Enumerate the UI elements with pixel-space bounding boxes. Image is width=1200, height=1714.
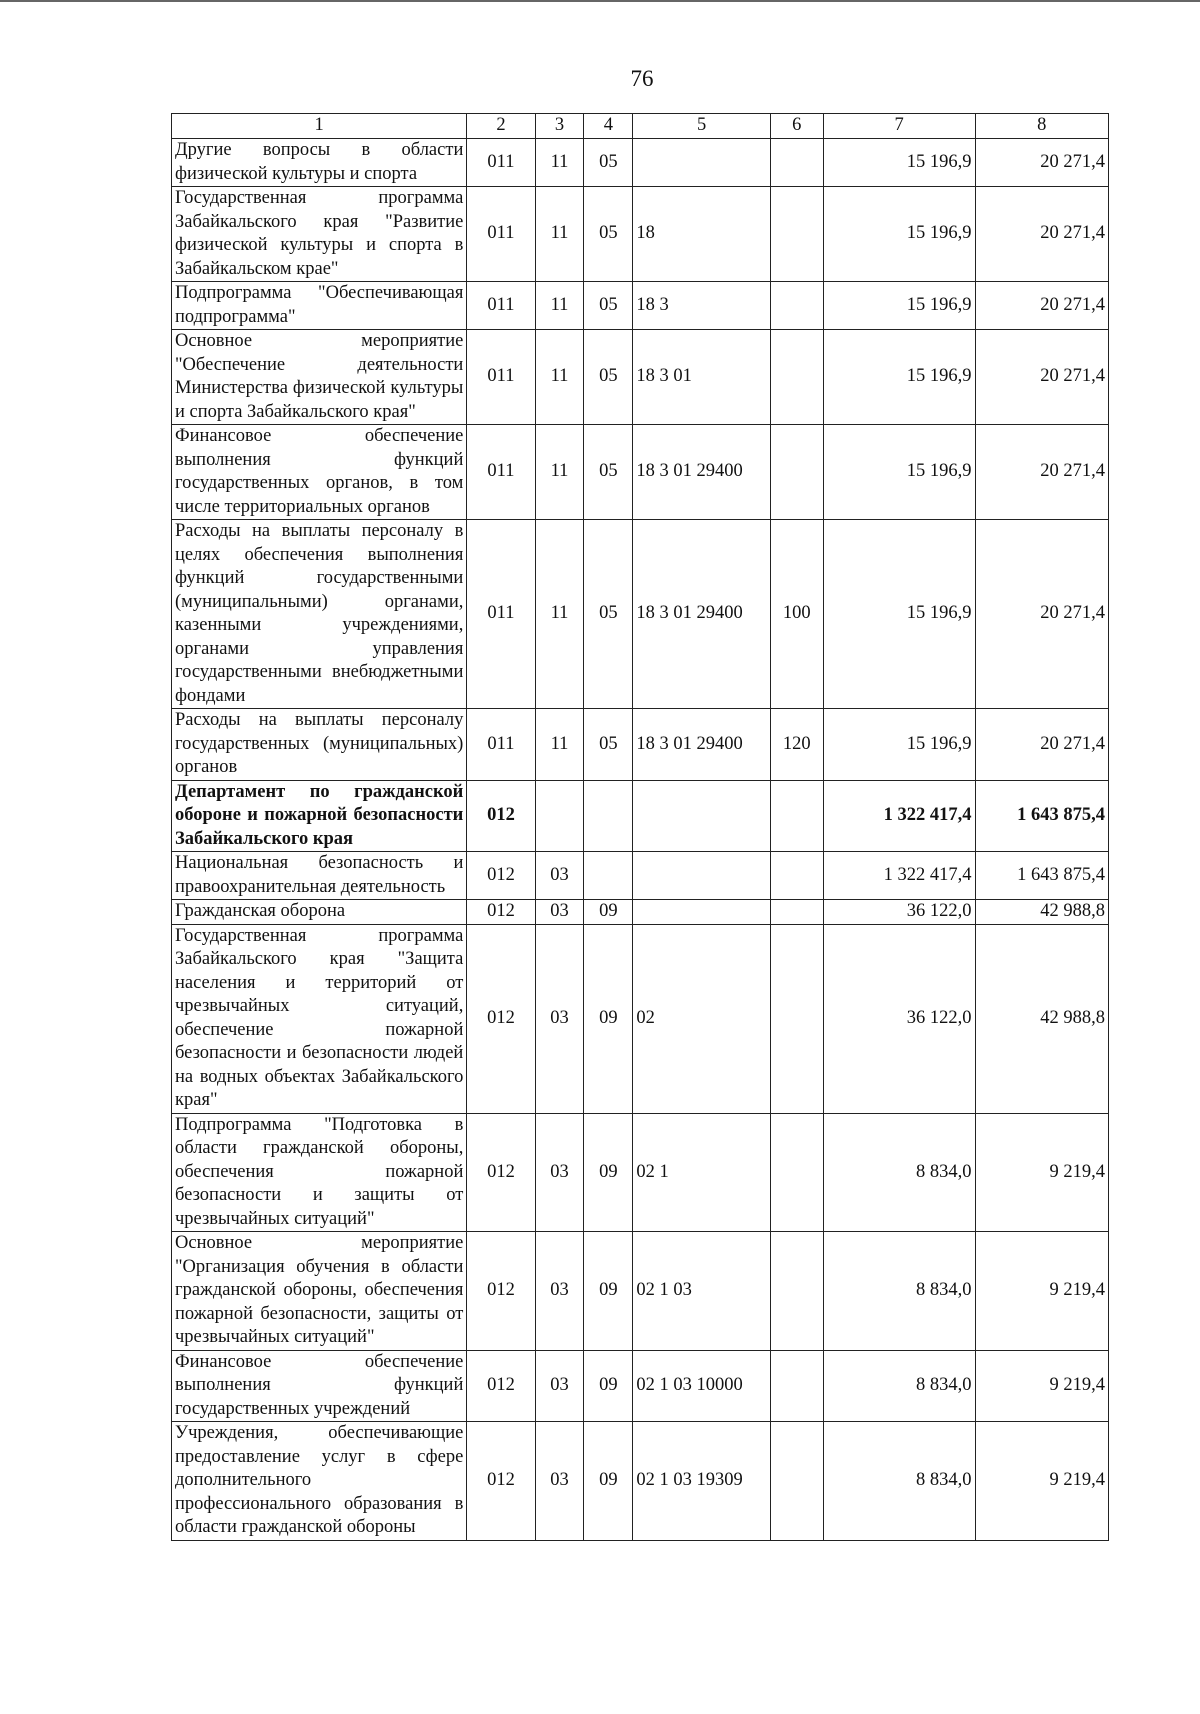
code-subsection-cell: 09 [584,1350,633,1422]
code-target-article-cell: 02 [633,924,770,1113]
row-name-cell: Государственная программа Забайкальского края "Защита населения и территорий от чрезвычайных ситуаций, обеспечение пожарной безопасности и безопасности людей на водных объектах Забайкальского края" [172,924,467,1113]
table-row [172,709,1109,781]
code-section-cell: 11 [535,330,584,425]
code-expense-type-cell [770,1113,823,1232]
header-row [172,114,1109,139]
amount-col8-cell: 42 988,8 [975,924,1108,1113]
code-ministry-cell: 011 [467,187,535,282]
amount-col8-cell: 20 271,4 [975,282,1108,330]
code-expense-type-cell [770,1422,823,1541]
code-ministry-cell: 011 [467,330,535,425]
code-subsection-cell: 09 [584,1422,633,1541]
table-row [172,852,1109,900]
amount-col7-cell: 15 196,9 [823,187,975,282]
row-name-cell: Основное мероприятие "Организация обучения в области гражданской обороны, обеспечения пожарной безопасности, защиты от чрезвычайных ситуаций" [172,1232,467,1351]
amount-col8-cell: 9 219,4 [975,1113,1108,1232]
code-target-article-cell: 18 3 01 [633,330,770,425]
amount-col7-cell: 15 196,9 [823,282,975,330]
code-subsection-cell: 05 [584,139,633,187]
code-subsection-cell [584,780,633,852]
code-subsection-cell: 05 [584,425,633,520]
row-name-cell: Расходы на выплаты персоналу в целях обеспечения выполнения функций государственными (муниципальными) органами, казенными учреждениями, органами управления государственными внебюджетными фондами [172,520,467,709]
amount-col8-cell: 20 271,4 [975,187,1108,282]
amount-col8-cell: 9 219,4 [975,1350,1108,1422]
table-row [172,924,1109,1113]
column-header: 6 [770,114,823,139]
code-ministry-cell: 012 [467,852,535,900]
row-name-cell: Гражданская оборона [172,900,467,925]
amount-col8-cell: 20 271,4 [975,425,1108,520]
amount-col8-cell: 20 271,4 [975,709,1108,781]
amount-col7-cell: 36 122,0 [823,924,975,1113]
code-section-cell: 03 [535,924,584,1113]
code-expense-type-cell: 120 [770,709,823,781]
code-section-cell: 03 [535,1422,584,1541]
row-name-cell: Государственная программа Забайкальского края "Развитие физической культуры и спорта в Забайкальском крае" [172,187,467,282]
code-subsection-cell: 05 [584,282,633,330]
code-expense-type-cell [770,1232,823,1351]
page-top-edge [0,0,1200,2]
code-expense-type-cell [770,330,823,425]
amount-col8-cell: 42 988,8 [975,900,1108,925]
code-subsection-cell [584,852,633,900]
code-expense-type-cell [770,924,823,1113]
code-ministry-cell: 011 [467,520,535,709]
code-section-cell: 03 [535,852,584,900]
code-expense-type-cell: 100 [770,520,823,709]
amount-col7-cell: 8 834,0 [823,1422,975,1541]
code-expense-type-cell [770,282,823,330]
code-subsection-cell: 09 [584,900,633,925]
amount-col8-cell: 1 643 875,4 [975,780,1108,852]
code-expense-type-cell [770,852,823,900]
code-target-article-cell: 18 3 01 29400 [633,520,770,709]
column-header: 7 [823,114,975,139]
code-ministry-cell: 011 [467,282,535,330]
code-ministry-cell: 011 [467,425,535,520]
amount-col8-cell: 9 219,4 [975,1232,1108,1351]
amount-col7-cell: 8 834,0 [823,1232,975,1351]
row-name-cell: Другие вопросы в области физической культуры и спорта [172,139,467,187]
code-section-cell: 11 [535,282,584,330]
amount-col8-cell: 20 271,4 [975,330,1108,425]
code-target-article-cell: 02 1 03 10000 [633,1350,770,1422]
code-section-cell: 03 [535,1113,584,1232]
amount-col7-cell: 1 322 417,4 [823,780,975,852]
column-header: 1 [172,114,467,139]
table-row [172,330,1109,425]
column-header: 4 [584,114,633,139]
row-name-cell: Национальная безопасность и правоохранительная деятельность [172,852,467,900]
code-subsection-cell: 05 [584,709,633,781]
row-name-cell: Подпрограмма "Обеспечивающая подпрограмма" [172,282,467,330]
table-row [172,1350,1109,1422]
table-row [172,1232,1109,1351]
code-expense-type-cell [770,139,823,187]
code-target-article-cell: 18 [633,187,770,282]
amount-col7-cell: 15 196,9 [823,139,975,187]
row-name-cell: Подпрограмма "Подготовка в области гражданской обороны, обеспечения пожарной безопасности и защиты от чрезвычайных ситуаций" [172,1113,467,1232]
code-subsection-cell: 05 [584,330,633,425]
row-name-cell: Финансовое обеспечение выполнения функций государственных органов, в том числе территориальных органов [172,425,467,520]
code-target-article-cell [633,139,770,187]
table-row [172,282,1109,330]
row-name-cell: Департамент по гражданской обороне и пожарной безопасности Забайкальского края [172,780,467,852]
amount-col7-cell: 8 834,0 [823,1350,975,1422]
code-expense-type-cell [770,1350,823,1422]
amount-col7-cell: 1 322 417,4 [823,852,975,900]
amount-col7-cell: 15 196,9 [823,330,975,425]
code-ministry-cell: 011 [467,709,535,781]
table-row [172,139,1109,187]
amount-col7-cell: 15 196,9 [823,425,975,520]
code-ministry-cell: 012 [467,1422,535,1541]
code-expense-type-cell [770,187,823,282]
code-expense-type-cell [770,900,823,925]
code-target-article-cell [633,900,770,925]
code-ministry-cell: 012 [467,1113,535,1232]
code-section-cell: 11 [535,187,584,282]
budget-table [171,113,1109,1541]
code-target-article-cell: 02 1 03 19309 [633,1422,770,1541]
code-target-article-cell: 18 3 01 29400 [633,425,770,520]
amount-col8-cell: 1 643 875,4 [975,852,1108,900]
amount-col7-cell: 36 122,0 [823,900,975,925]
code-ministry-cell: 011 [467,139,535,187]
code-target-article-cell: 18 3 [633,282,770,330]
code-target-article-cell: 18 3 01 29400 [633,709,770,781]
code-subsection-cell: 09 [584,1232,633,1351]
column-header: 2 [467,114,535,139]
code-expense-type-cell [770,780,823,852]
code-section-cell: 11 [535,139,584,187]
code-ministry-cell: 012 [467,780,535,852]
amount-col8-cell: 20 271,4 [975,520,1108,709]
amount-col7-cell: 15 196,9 [823,520,975,709]
code-subsection-cell: 05 [584,187,633,282]
code-section-cell: 03 [535,1350,584,1422]
row-name-cell: Основное мероприятие "Обеспечение деятельности Министерства физической культуры и спорта Забайкальского края" [172,330,467,425]
code-subsection-cell: 05 [584,520,633,709]
code-subsection-cell: 09 [584,924,633,1113]
code-target-article-cell [633,780,770,852]
table-row [172,1113,1109,1232]
code-section-cell [535,780,584,852]
code-target-article-cell: 02 1 [633,1113,770,1232]
code-section-cell: 11 [535,425,584,520]
table-row [172,520,1109,709]
amount-col7-cell: 15 196,9 [823,709,975,781]
column-header: 3 [535,114,584,139]
code-ministry-cell: 012 [467,1350,535,1422]
code-ministry-cell: 012 [467,924,535,1113]
code-section-cell: 11 [535,520,584,709]
code-section-cell: 03 [535,1232,584,1351]
row-name-cell: Расходы на выплаты персоналу государственных (муниципальных) органов [172,709,467,781]
code-section-cell: 11 [535,709,584,781]
table-row [172,1422,1109,1541]
table-row [172,425,1109,520]
code-section-cell: 03 [535,900,584,925]
code-ministry-cell: 012 [467,1232,535,1351]
code-subsection-cell: 09 [584,1113,633,1232]
amount-col7-cell: 8 834,0 [823,1113,975,1232]
row-name-cell: Учреждения, обеспечивающие предоставление услуг в сфере дополнительного профессионального образования в области гражданской обороны [172,1422,467,1541]
column-header: 5 [633,114,770,139]
amount-col8-cell: 9 219,4 [975,1422,1108,1541]
table-row [172,187,1109,282]
page-number: 76 [630,66,654,91]
code-target-article-cell: 02 1 03 [633,1232,770,1351]
row-name-cell: Финансовое обеспечение выполнения функций государственных учреждений [172,1350,467,1422]
code-expense-type-cell [770,425,823,520]
code-ministry-cell: 012 [467,900,535,925]
code-target-article-cell [633,852,770,900]
column-header: 8 [975,114,1108,139]
table-row [172,900,1109,925]
table-row [172,780,1109,852]
amount-col8-cell: 20 271,4 [975,139,1108,187]
